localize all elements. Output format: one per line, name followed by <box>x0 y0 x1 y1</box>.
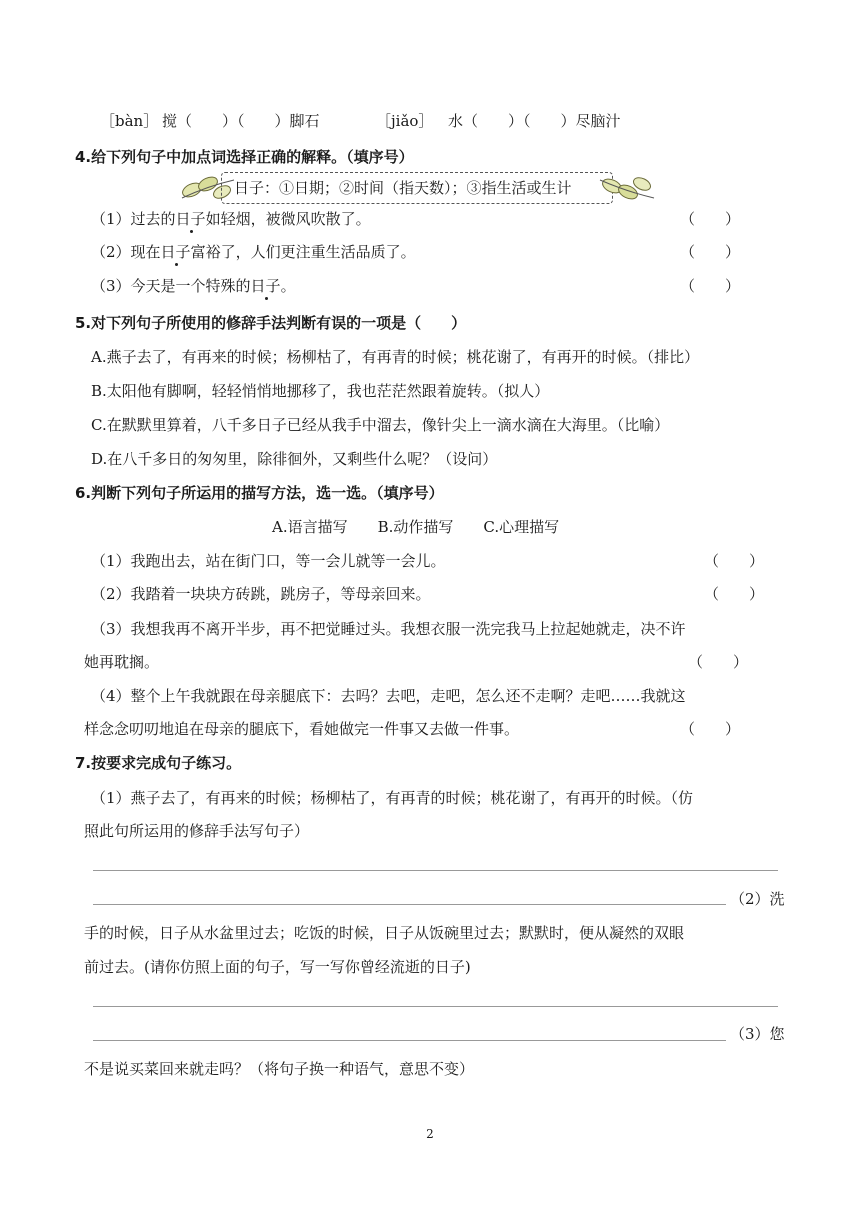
dotted-word: 日子 <box>160 243 191 261</box>
q5-option-a[interactable]: A.燕子去了，有再来的时候；杨柳枯了，有再青的时候；桃花谢了，有再开的时候。（排比） <box>91 348 700 366</box>
answer-paren[interactable]: （ ） <box>680 720 741 738</box>
q6-item-3-line-2: 她再耽搁。 <box>84 653 160 671</box>
q6-item-1: （1）我跑出去，站在街门口，等一会儿就等一会儿。 <box>91 552 446 570</box>
q7-sub1-line-1: （1）燕子去了，有再来的时候；杨柳枯了，有再青的时候；桃花谢了，有再开的时候。（仿 <box>91 789 694 807</box>
definition-box: 日子：①日期；②时间（指天数）；③指生活或生计 <box>221 172 613 204</box>
q7-sub2-label: （2）洗 <box>730 890 785 908</box>
pinyin-bracket-ban: ［bàn］ <box>100 112 159 130</box>
q6-choices: A.语言描写 B.动作描写 C.心理描写 <box>272 518 560 536</box>
q7-sub2-line-2: 前过去。(请你仿照上面的句子，写一写你曾经流逝的日子) <box>84 958 471 976</box>
word-blank-group-1: 搅（ ）（ ）脚石 <box>162 112 320 130</box>
page-number: 2 <box>426 1127 434 1141</box>
answer-paren[interactable]: （ ） <box>680 243 741 261</box>
answer-paren[interactable]: （ ） <box>704 585 765 603</box>
q5-option-d[interactable]: D.在八千多日的匆匆里，除徘徊外，又剩些什么呢？（设问） <box>91 450 498 468</box>
pinyin-bracket-jiao: ［jiǎo］ <box>376 112 434 130</box>
q4-item-3: （3）今天是一个特殊的日子。 <box>91 277 296 295</box>
question-6-title: 6.判断下列句子所运用的描写方法，选一选。（填序号） <box>75 484 444 502</box>
answer-line[interactable] <box>93 1006 778 1007</box>
q5-option-b[interactable]: B.太阳他有脚啊，轻轻悄悄地挪移了，我也茫茫然跟着旋转。（拟人） <box>91 382 550 400</box>
word-blank-group-2: 水（ ）（ ）尽脑汁 <box>448 112 621 130</box>
q5-option-c[interactable]: C.在默默里算着，八千多日子已经从我手中溜去，像针尖上一滴水滴在大海里。（比喻） <box>91 416 670 434</box>
q7-sub1-line-2: 照此句所运用的修辞手法写句子） <box>84 822 310 840</box>
answer-paren[interactable]: （ ） <box>688 653 749 671</box>
question-7-title: 7.按要求完成句子练习。 <box>75 754 242 772</box>
answer-paren[interactable]: （ ） <box>704 552 765 570</box>
dotted-word: 日子 <box>250 277 281 295</box>
answer-paren[interactable]: （ ） <box>680 277 741 295</box>
answer-line[interactable] <box>93 870 778 871</box>
q6-item-2: （2）我踏着一块块方砖跳，跳房子，等母亲回来。 <box>91 585 431 603</box>
answer-line[interactable] <box>93 904 726 905</box>
q7-sub3-label: （3）您 <box>730 1025 785 1043</box>
q6-item-4-line-1: （4）整个上午我就跟在母亲腿底下：去吗？去吧，走吧，怎么还不走啊？走吧……我就这 <box>91 687 686 705</box>
q4-item-2: （2）现在日子富裕了，人们更注重生活品质了。 <box>91 243 416 261</box>
answer-paren[interactable]: （ ） <box>680 210 741 228</box>
dotted-word: 日子 <box>175 210 206 228</box>
q6-item-3-line-1: （3）我想我再不离开半步，再不把觉睡过头。我想衣服一洗完我马上拉起她就走，决不许 <box>91 620 686 638</box>
right-leaf-decoration-icon <box>598 172 656 204</box>
q4-item-1: （1）过去的日子如轻烟，被微风吹散了。 <box>91 210 371 228</box>
answer-line[interactable] <box>93 1040 726 1041</box>
q7-sub3-line-1: 不是说买菜回来就走吗？（将句子换一种语气，意思不变） <box>84 1060 475 1078</box>
question-4-title: 4.给下列句子中加点词选择正确的解释。（填序号） <box>75 148 414 166</box>
q6-item-4-line-2: 样念念叨叨地追在母亲的腿底下，看她做完一件事又去做一件事。 <box>84 720 520 738</box>
question-5-title: 5.对下列句子所使用的修辞手法判断有误的一项是（ ） <box>75 314 467 332</box>
q7-sub2-line-1: 手的时候，日子从水盆里过去；吃饭的时候，日子从饭碗里过去；默默时，便从凝然的双眼 <box>84 924 685 942</box>
